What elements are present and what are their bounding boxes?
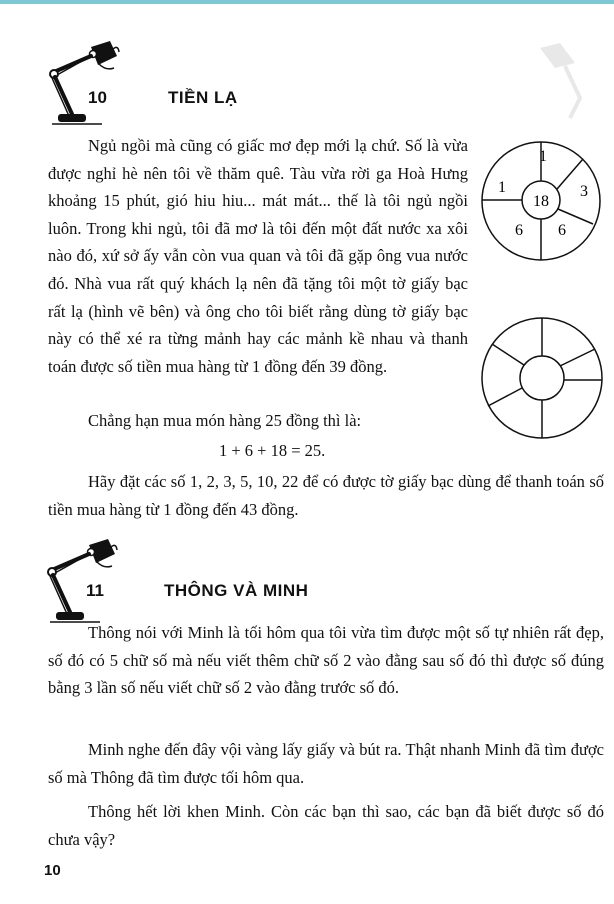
sector-value: 1 bbox=[539, 148, 547, 165]
page-number: 10 bbox=[44, 862, 61, 879]
sector-value: 1 bbox=[498, 179, 506, 196]
banknote-figure-filled bbox=[478, 138, 604, 264]
center-value: 18 bbox=[533, 193, 549, 210]
desk-lamp-icon bbox=[42, 536, 118, 628]
bleed-through-lamp-icon bbox=[520, 38, 600, 128]
task-paragraph: Hãy đặt các số 1, 2, 3, 5, 10, 22 để có được tờ giấy bạc dùng để thanh toán số tiền mua hàng từ 1 đồng đến 43 đồng. bbox=[48, 472, 604, 519]
story-paragraph: Minh nghe đến đây vội vàng lấy giấy và bút ra. Thật nhanh Minh đã tìm được số mà Thông đã tìm được tối hôm qua. bbox=[48, 740, 604, 787]
top-border bbox=[0, 0, 614, 4]
example-equation: 1 + 6 + 18 = 25. bbox=[219, 441, 326, 460]
problem-title: THÔNG VÀ MINH bbox=[164, 581, 309, 600]
problem-title: TIỀN LẠ bbox=[168, 88, 238, 107]
story-paragraph: Thông nói với Minh là tối hôm qua tôi vừa tìm được một số tự nhiên rất đẹp, số đó có 5 chữ số mà nếu viết thêm chữ số 2 vào đằng sau số đó thì được số đúng bằng 3 lần số nếu viết chữ số 2 vào đằng trước số đó. bbox=[48, 623, 604, 698]
question-paragraph: Thông hết lời khen Minh. Còn các bạn thì sao, các bạn đã biết được số đó chưa vậy? bbox=[48, 802, 604, 849]
desk-lamp-icon bbox=[44, 38, 120, 130]
story-paragraph: Ngủ ngồi mà cũng có giấc mơ đẹp mới lạ chứ. Số là vừa được nghỉ hè nên tôi về thăm quê. Tàu vừa rời ga Hoà Hưng khoảng 15 phút, gió hiu hiu... mát mát... thế là tôi ngủ ngồi luôn. Trong khi ngủ, tôi đã mơ là tôi đến một đất nước xa xôi nào đó, xứ sở ấy vẫn còn vua quan và tôi đã gặp ông vua nước đó. Nhà vua rất quý khách lạ nên đã tặng tôi một tờ giấy bạc rất lạ (hình vẽ bên) và ông cho tôi biết rằng dùng tờ giấy bạc này có thể xé ra từng mảnh hay các mảnh kề nhau và thanh toán được số tiền mua hàng từ 1 đồng đến 39 đồng. bbox=[48, 136, 468, 376]
banknote-figure-blank bbox=[478, 314, 606, 442]
sector-value: 3 bbox=[580, 183, 588, 200]
sector-value: 6 bbox=[515, 222, 523, 239]
example-intro: Chẳng hạn mua món hàng 25 đồng thì là: bbox=[88, 411, 362, 430]
problem-number: 11 bbox=[86, 581, 104, 600]
problem-number: 10 bbox=[88, 88, 107, 107]
sector-value: 6 bbox=[558, 222, 566, 239]
